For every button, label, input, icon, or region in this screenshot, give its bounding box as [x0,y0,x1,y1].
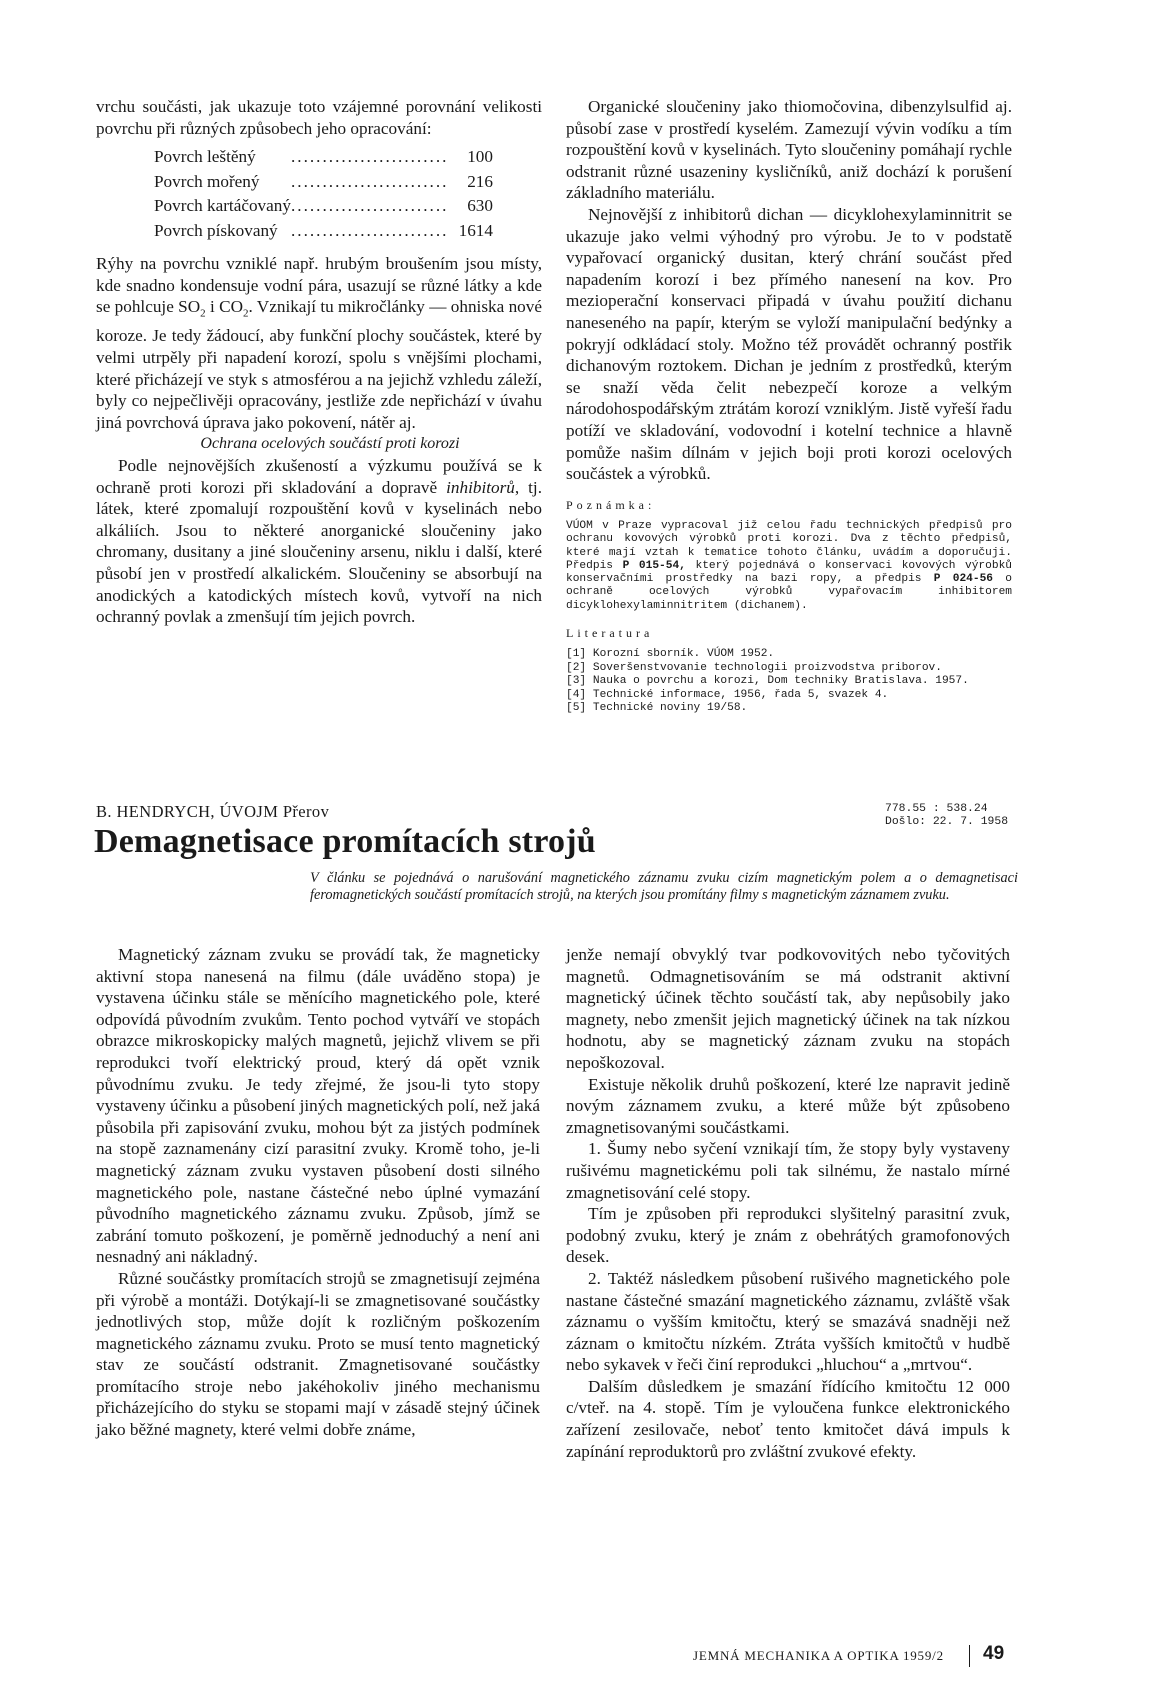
text-run: Rýhy na povrchu vzniklé např. hrubým broušením jsou místy, kde snadno kondensuje vodní pára, usazují se různé látky a kde se pohlcuje SO [96,254,542,317]
paragraph: Různé součástky promítacích strojů se zmagnetisují zejména při výrobě a montáži. Dotýkají-li se zmagnetisované součástky jednotlivých stop, může dojít k rozličným poškozením magnetického záznamu zvuku. Proto se musí tento magnetický stav ze součástí odstranit. Zmagnetisované součástky promítacího stroje nebo jakéhokoliv jiného mechanismu přicházejícího do styku se stopami mají v zásadě stejný účinek jako běžné magnety, které velmi dobře známe, [96,1268,540,1440]
leader-dots: ......................... [290,220,449,240]
literature-label: Literatura [566,625,654,640]
literature-list [566,648,1012,715]
journal-footer: JEMNÁ MECHANIKA A OPTIKA 1959/2 [693,1648,944,1663]
paragraph: Dalším důsledkem je smazání řídícího kmitočtu 12 000 c/vteř. na 4. stopě. Tím je vyloučena funkce elektronického zařízení zesilovače, neboť tento kmitočet dává impuls k zapínání reproduktorů pro zvláštní zvukové efekty. [566,1376,1010,1461]
list-item: [1] Korozní sborník. VÚOM 1952. [566,648,775,661]
footer-divider [969,1645,970,1667]
table-cell: Povrch leštěný [154,147,256,167]
list-item: [5] Technické noviny 19/58. [566,701,748,714]
subscript: 2 [200,307,206,320]
left-column-bottom [96,944,540,1441]
bold-run: P 015-54, [622,559,686,572]
note-label: Poznámka: [566,497,656,512]
table-row [154,170,493,195]
article-title: Demagnetisace promítacích strojů [94,823,596,860]
text-run: i CO [205,297,243,317]
paragraph: 1. Šumy nebo syčení vznikají tím, že stopy byly vystaveny rušivému magnetickému poli tak silnému, že nastalo mírné zmagnetisování celé stopy. [566,1139,1010,1202]
leader-dots: ......................... [290,147,449,167]
leader-dots: ......................... [290,171,449,191]
text-run: . Vznikají tu mikročlánky — ohniska nové koroze. Je tedy žádoucí, aby funkční plochy součástek, které by velmi utrpěly při napadení korozí, spolu s vnějšími plochami, které přicházejí ve styk s atmosférou a na jejichž vzhledu záleží, byly co nejpečlivěji opracovány, jestliže zde nepřichází v úvahu jiná povrchová úprava jako pokovení, nátěr aj. [96,297,542,432]
text-run: , tj. látek, které zpomalují rozpouštění kovů v kyselinách nebo alkáliích. Jsou to některé anorganické sloučeniny jako chromany, dusitany a jiné sloučeniny arsenu, niklu i další, které působí jen v prostředí alkalickém. Sloučeniny se absorbují na anodických a katodických místech kovů, vytvoří na nich ochranný povlak a zmenšují tím jejich povrch. [96,477,542,627]
table-cell: 630 [467,196,493,216]
right-column-top [566,96,1012,715]
udc-code: 778.55 : 538.24 [885,803,988,815]
list-item: [2] Soveršenstvovanie technologii proizvodstva priborov. [566,661,942,674]
table-cell: Povrch pískovaný [154,220,278,240]
received-date: Došlo: 22. 7. 1958 [885,816,1009,828]
article-author: B. HENDRYCH, ÚVOJM Přerov [96,802,330,821]
paragraph: Organické sloučeniny jako thiomočovina, dibenzylsulfid aj. působí zase v prostředí kyselém. Zamezují vývin vodíku a tím rozpouštění kovů v kyselinách. Tyto sloučeniny pomáhají rychle odstranit různé usazeniny kysličníků, aniž dochází k porušení základního materiálu. [566,97,1012,203]
paragraph [96,455,542,628]
emphasis: inhibitorů [446,477,515,497]
paragraph: Nejnovější z inhibitorů dichan — dicyklohexylaminnitrit se ukazuje jako velmi výhodný pro výrobu. Je to v podstatě vypařovací organický dusitan, který chrání součást před napadením korozí i bez přímého nanesení na kov. Pro mezioperační konservaci připadá v úvahu použití dichanu naneseného na papír, kterým se vyloží manipulační bedýnky a pokryjí odkládací stoly. Možno též provádět ochranný postřik dichanovým roztokem. Dichan je jedním z prostředků, kterým se snaží věda čelit nebezpečí koroze a velkým národohospodářským ztrátám korozí vzniklým. Jistě vyřeší řadu potíží ve skladování, vodovodní i kotelní technice a hlavně pomůže našim dílnám v jejich boji proti korozi ocelových součástek a výrobků. [566,204,1012,484]
text-run: který pojednává o konservaci kovových výrobků konservačními prostředky na bazi ropy, a předpis [566,559,1012,586]
surface-table [154,145,493,243]
table-row [154,194,493,219]
udc-block [885,803,1008,829]
paragraph: Tím je způsoben při reprodukci slyšitelný parasitní zvuk, podobný zvuku, který je znám z obehrátých gramofonových desek. [566,1204,1010,1267]
table-cell: Povrch mořený [154,171,260,191]
list-item: [4] Technické informace, 1956, řada 5, svazek 4. [566,688,889,701]
paragraph: Magnetický záznam zvuku se provádí tak, že magneticky aktivní stopa nanesená na filmu (dále uváděno stopa) je vystavena účinku stále se měnícího magnetického pole, které odpovídá původním zvukům. Tento pochod vytváří ve stopách obrazce mikroskopicky malých magnetů, jejichž vlivem se při reprodukci tvoří elektrický proud, který dá opět vznik původnímu zvuku. Je tedy zřejmé, že jsou-li tyto stopy vystaveny účinku a působení jiných magnetických polí, než jaká působila při zapisování zvuku, mohou být za jistých podmínek na stopě zaznamenány cizí parasitní zvuky. Kromě toho, je-li magnetický záznam zvuku vystaven působení dosti silného magnetického pole, nastane částečné nebo úplné vymazání původního magnetického záznamu zvuku. Způsob, jímž se zabrání tomuto poškození, je poměrně jednoduchý a není ani nesnadný ani nákladný. [96,945,540,1267]
section-subheading: Ochrana ocelových součástí proti korozi [200,435,460,453]
text-run: Podle nejnovějších zkušeností a výzkumu používá se k ochraně proti korozi při skladování a dopravě [96,455,542,497]
page-number: 49 [983,1643,1005,1664]
text-run: o ochraně ocelových výrobků vypařovacím inhibitorem dicyklohexylaminnitritem (dichanem). [566,573,1013,612]
table-row [154,219,493,244]
article-abstract: V článku se pojednává o narušování magnetického záznamu zvuku cizím magnetickým polem a o demagnetisaci feromagnetických součástí promítacích strojů, na kterých jsou promítány filmy s magnetickým záznamem zvuku. [310,870,1018,904]
table-cell: 216 [467,171,493,191]
leader-dots: ......................... [290,196,449,216]
right-column-bottom [566,944,1010,1462]
paragraph: vrchu součásti, jak ukazuje toto vzájemné porovnání velikosti povrchu při různých způsobech jeho opracování: [96,97,542,138]
paragraph: Existuje několik druhů poškození, které lze napravit jedině novým záznamem zvuku, a které může být způsobeno zmagnetisovanými součástkami. [566,1074,1010,1137]
table-row [154,145,493,170]
note-text [566,520,1012,612]
table-cell: 100 [467,147,493,167]
subscript: 2 [242,307,249,320]
bold-run: P 024-56 [933,573,994,586]
table-cell: 1614 [458,220,493,240]
left-column-top [96,96,542,628]
paragraph: jenže nemají obvyklý tvar podkovovitých nebo tyčovitých magnetů. Odmagnetisováním se má odstranit aktivní magnetický účinek těchto součástí tak, aby nepůsobily jako magnety, nebo zmenšit jejich magnetický účinek na tak nízkou hodnotu, aby se magnetický záznam zvuku na stopách nepoškozoval. [566,945,1010,1072]
paragraph: 2. Taktéž následkem působení rušivého magnetického pole nastane částečné smazání magnetického záznamu, zvláště však záznamu o vyšším kmitočtu, který se smazává snadněji než záznam o kmitočtu nízkém. Ztráta vyšších kmitočtů v hudbě nebo sykavek v řeči činí reprodukci „hluchou“ a „mrtvou“. [566,1268,1010,1375]
table-cell: Povrch kartáčovaný [154,196,291,216]
paragraph [96,253,542,433]
text-run: VÚOM v Praze vypracoval již celou řadu technických předpisů pro ochranu kovových výrobků proti korozi. Dva z těchto předpisů, které mají vztah k tematice tohoto článku, uvádím a doporučuji. Předpis [566,520,1012,572]
list-item: [3] Nauka o povrchu a korozi, Dom techniky Bratislava. 1957. [566,675,969,688]
